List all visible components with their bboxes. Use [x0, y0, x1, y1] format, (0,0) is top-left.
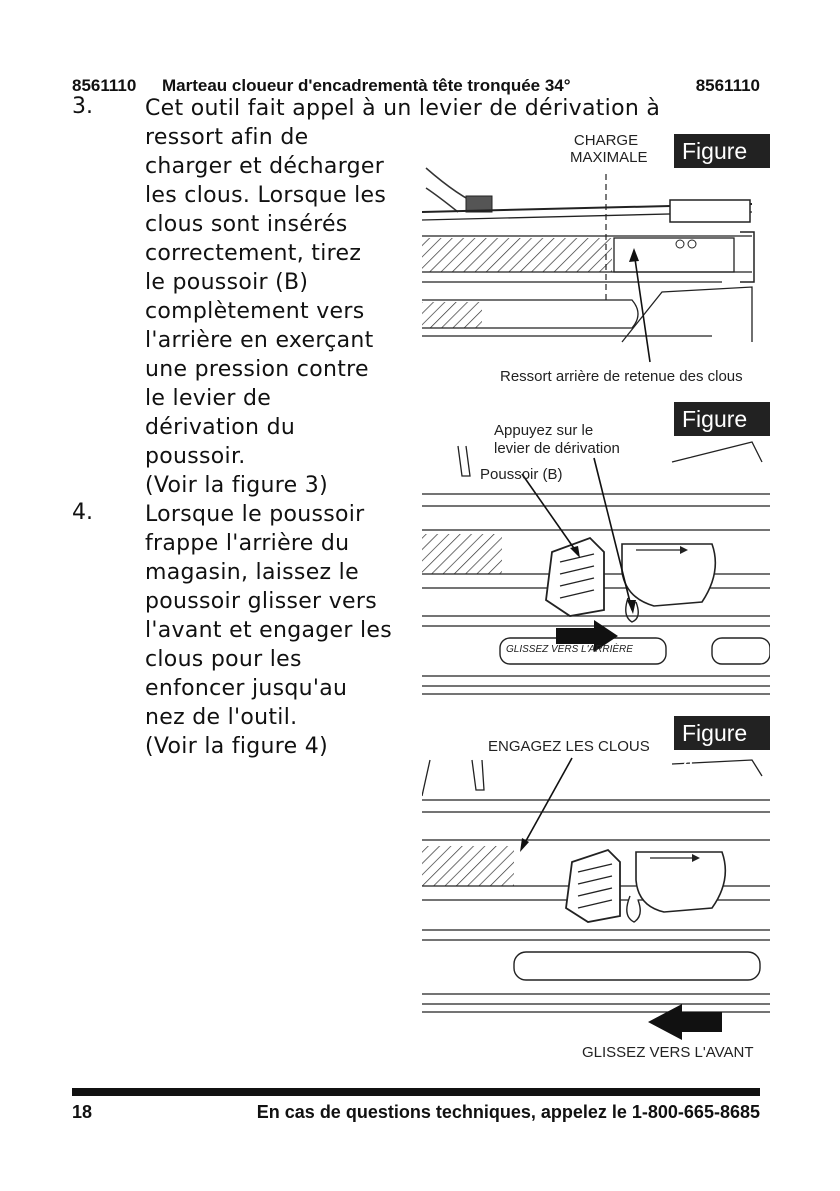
- page-footer: [72, 1102, 760, 1126]
- text-line: clous pour les: [145, 647, 302, 672]
- figure-3-label: Figure 3: [674, 402, 770, 436]
- page-number: 18: [72, 1102, 93, 1122]
- pusher-callout: Poussoir (B): [480, 466, 563, 483]
- figure-2-label: Figure 2: [674, 134, 770, 168]
- figure-4-illustration: [422, 716, 770, 1016]
- text-line: enfoncer jusqu'au: [145, 676, 348, 701]
- callout-line: Appuyez sur le: [494, 422, 594, 439]
- model-number-left: 8561110: [72, 76, 137, 95]
- text-line: poussoir.: [145, 444, 246, 469]
- text-line: poussoir glisser vers: [145, 589, 377, 614]
- text-line: dérivation du: [145, 415, 296, 440]
- text-line: (Voir la figure 4): [145, 734, 328, 759]
- slide-forward-arrow: [422, 1002, 770, 1042]
- text-line: correctement, tirez: [145, 241, 362, 266]
- text-line: le levier de: [145, 386, 272, 411]
- figure-4-label: Figure 4: [674, 716, 770, 750]
- text-line: l'arrière en exerçant: [145, 328, 374, 353]
- text-line: frappe l'arrière du: [145, 531, 350, 556]
- figure-2: [422, 132, 770, 392]
- text-line: le poussoir (B): [145, 270, 309, 295]
- spring-callout: Ressort arrière de retenue des clous: [500, 368, 743, 385]
- callout-line: levier de dérivation: [494, 440, 620, 457]
- document-title: Marteau cloueur d'encadrementà tête tronquée 34°: [162, 76, 571, 95]
- pusher-block: [566, 850, 620, 922]
- engage-nails-callout: ENGAGEZ LES CLOUS: [488, 738, 650, 755]
- figure-3: [422, 402, 770, 702]
- model-number-right: 8561110: [695, 76, 760, 95]
- text-line: (Voir la figure 3): [145, 473, 328, 498]
- lever-callout: [494, 422, 620, 458]
- step-3-number: 3.: [72, 94, 93, 119]
- text-line: magasin, laissez le: [145, 560, 359, 585]
- text-line: les clous. Lorsque les: [145, 183, 387, 208]
- support-phone-text: En cas de questions techniques, appelez le 1-800-665-8685: [256, 1102, 760, 1122]
- text-line: l'avant et engager les: [145, 618, 393, 643]
- text-line: Cet outil fait appel à un levier de dérivation à: [145, 96, 661, 121]
- footer-rule: [72, 1088, 760, 1096]
- text-line: complètement vers: [145, 299, 365, 324]
- slide-forward-callout: GLISSEZ VERS L'AVANT: [582, 1044, 754, 1061]
- text-line: clous sont insérés: [145, 212, 348, 237]
- callout-line: CHARGE: [573, 132, 639, 149]
- text-line: ressort afin de: [145, 125, 309, 150]
- figure-2-illustration: [422, 132, 770, 392]
- text-line: charger et décharger: [145, 154, 385, 179]
- step-4-text: [145, 500, 392, 761]
- callout-line: MAXIMALE: [570, 149, 648, 166]
- figure-4: [422, 716, 770, 1066]
- text-line: une pression contre: [145, 357, 369, 382]
- step-4-number: 4.: [72, 500, 93, 525]
- text-line: nez de l'outil.: [145, 705, 298, 730]
- slot-text-slide-back: GLISSEZ VERS L'ARRIÈRE: [506, 644, 633, 655]
- text-line: Lorsque le poussoir: [145, 502, 365, 527]
- charge-maximale-callout: [570, 132, 648, 166]
